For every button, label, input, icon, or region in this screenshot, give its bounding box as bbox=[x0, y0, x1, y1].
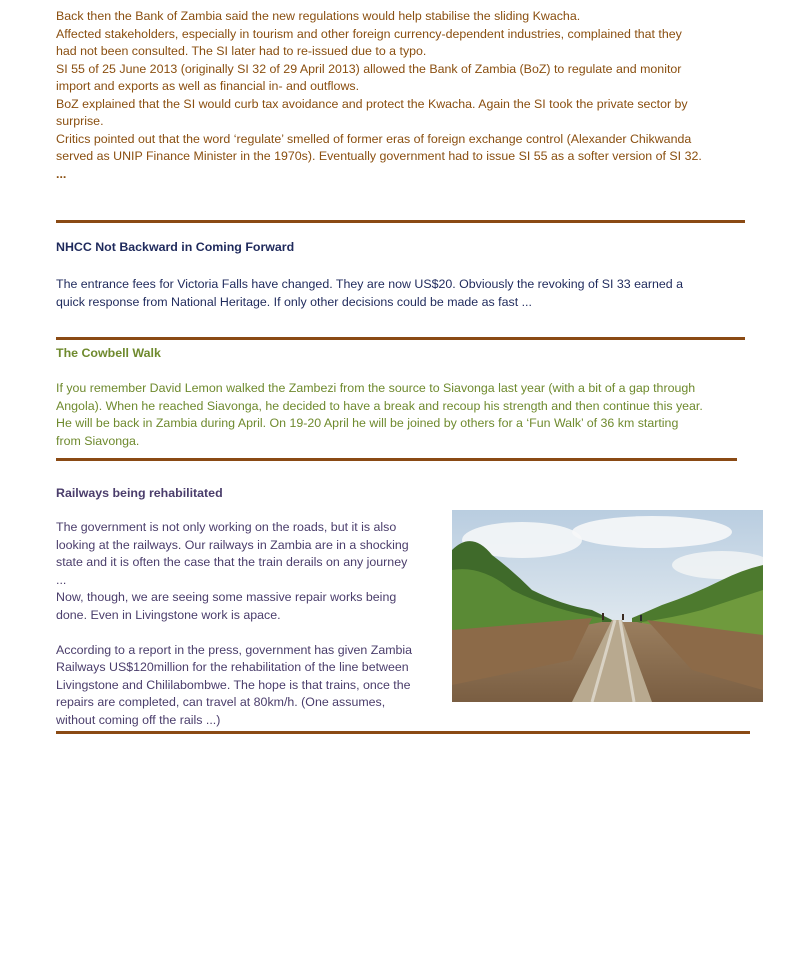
railways-line: looking at the railways. Our railways in Zambia are in a shocking bbox=[56, 537, 409, 552]
intro-line: import and exports as well as financial in- and outflows. bbox=[56, 79, 360, 93]
intro-line: surprise. bbox=[56, 114, 104, 128]
intro-line: served as UNIP Finance Minister in the 1970s). Eventually government had to issue SI 55 as a softer version of SI 32. bbox=[56, 149, 702, 163]
railways-line: state and it is often the case that the train derails on any journey bbox=[56, 555, 408, 569]
railways-line: According to a report in the press, government has given Zambia bbox=[56, 642, 413, 657]
railways-line: Livingstone and Chililabombwe. The hope is that trains, once the bbox=[56, 677, 411, 692]
railways-line: done. Even in Livingstone work is apace. bbox=[56, 607, 281, 622]
intro-line: Critics pointed out that the word ‘regulate’ smelled of former eras of foreign exchange control (Alexander Chikwanda bbox=[56, 131, 692, 146]
section-divider bbox=[56, 337, 745, 340]
railways-line: without coming off the rails ...) bbox=[56, 712, 221, 727]
railways-line: ... bbox=[56, 572, 67, 587]
nhcc-line: The entrance fees for Victoria Falls have changed. They are now US$20. Obviously the revoking of SI 33 earned a bbox=[56, 277, 684, 291]
nhcc-line: quick response from National Heritage. If only other decisions could be made as fast ... bbox=[56, 294, 532, 309]
cowbell-line: If you remember David Lemon walked the Zambezi from the source to Siavonga last year (with a bit of a gap through bbox=[56, 381, 696, 395]
railways-text bbox=[56, 519, 412, 729]
railways-line bbox=[56, 624, 412, 642]
railways-line: Now, though, we are seeing some massive repair works being bbox=[56, 590, 397, 604]
nhcc-heading: NHCC Not Backward in Coming Forward bbox=[56, 240, 295, 254]
cowbell-line: He will be back in Zambia during April. On 19-20 April he will be joined by others for a ‘Fun Walk’ of 36 km starting bbox=[56, 416, 679, 430]
intro-line: SI 55 of 25 June 2013 (originally SI 32 of 29 April 2013) allowed the Bank of Zambia (BoZ) to regulate and monitor bbox=[56, 61, 682, 76]
railways-line: repairs are completed, can travel at 80km/h. (One assumes, bbox=[56, 695, 386, 709]
cowbell-text bbox=[56, 380, 703, 450]
railways-line: Railways US$120million for the rehabilitation of the line between bbox=[56, 660, 409, 674]
railway-photo bbox=[452, 510, 763, 702]
intro-line: Affected stakeholders, especially in tourism and other foreign currency-dependent industries, complained that they bbox=[56, 26, 682, 41]
railways-heading: Railways being rehabilitated bbox=[56, 486, 223, 500]
intro-line: Back then the Bank of Zambia said the new regulations would help stabilise the sliding Kwacha. bbox=[56, 9, 581, 23]
section-divider bbox=[56, 220, 745, 223]
section-divider bbox=[56, 458, 737, 461]
section-divider bbox=[56, 731, 750, 734]
cowbell-line: Angola). When he reached Siavonga, he decided to have a break and recoup his strength and then continue this year. bbox=[56, 398, 703, 413]
intro-line: had not been consulted. The SI later had to re-issued due to a typo. bbox=[56, 44, 427, 58]
intro-line: BoZ explained that the SI would curb tax avoidance and protect the Kwacha. Again the SI took the private sector by bbox=[56, 96, 688, 111]
railways-line: The government is not only working on the roads, but it is also bbox=[56, 520, 397, 534]
cowbell-heading: The Cowbell Walk bbox=[56, 346, 161, 360]
cowbell-line: from Siavonga. bbox=[56, 433, 140, 448]
nhcc-text bbox=[56, 276, 683, 311]
intro-ellipsis: ... bbox=[56, 166, 67, 181]
intro-text bbox=[56, 8, 702, 183]
